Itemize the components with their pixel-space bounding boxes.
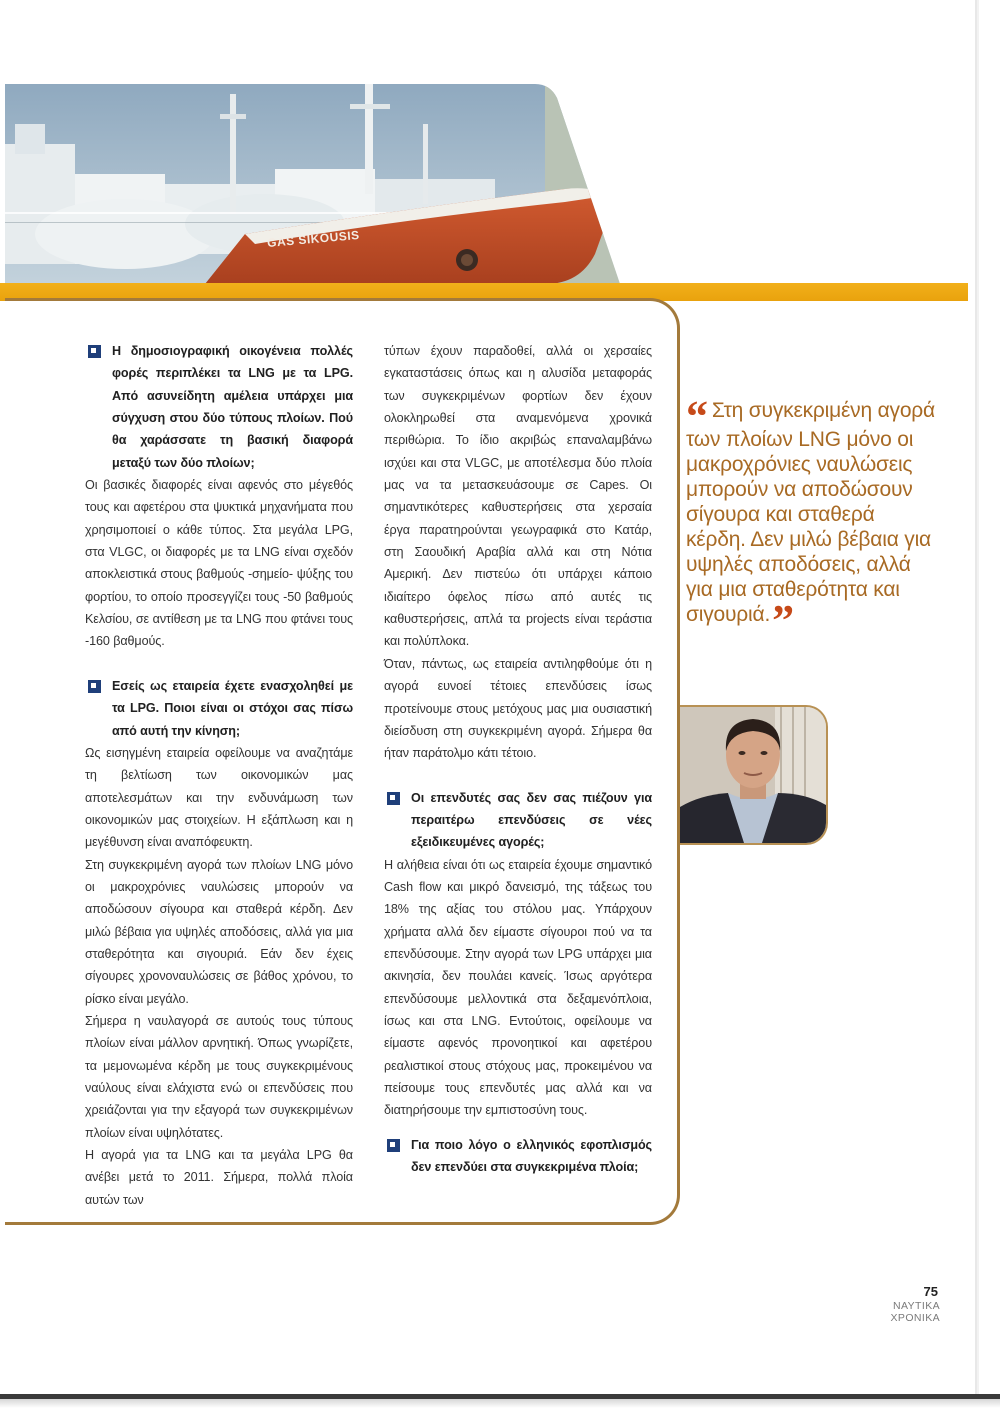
interviewee-portrait [680, 705, 828, 845]
answer-2-paragraph-4-continued: τύπων έχουν παραδοθεί, αλλά οι χερσαίες εγκαταστάσεις όπως και η αλυσίδα μεταφοράς των συγκεκριμένων φορτίων δεν έχουν ολοκληρωθεί στα αναμενόμενα χρονικά περιθώρια. Το ίδιο ακριβώς επαναλαμβάνω ισχύει και στα VLGC, με αποτέλεσμα δύο πλοία μας να τα μετασκευάσουμε σε Capes. Οι σημαντικότερες καθυστερήσεις στα χερσαία έργα παρατηρούνται γεωγραφικά στο Κατάρ, στη Σαουδική Αραβία αλλά και στη Νότια Αμερική. Δεν πιστεύω ότι υπάρχει κάποιο ιδιαίτερο όφελος πίσω από αυτές τις καθυστερήσεις, απλά τα projects είναι τεράστια και πολύπλοκα. [384, 344, 652, 649]
spacer [384, 1122, 652, 1134]
square-bullet-icon [387, 792, 400, 805]
ship-photo [5, 84, 620, 284]
question-3-text: Οι επενδυτές σας δεν σας πιέζουν για περαιτέρω επενδύσεις σε νέες εξειδικευμένες αγορές; [411, 790, 652, 850]
answer-1: Οι βασικές διαφορές είναι αφενός στο μέγεθός τους και αφετέρου στα ψυκτικά μηχανήματα που χρησιμοποιεί ο κάθε τύπος. Στα μεγάλα LPG, στα VLGC, οι διαφορές με τα LNG είναι σχεδόν αποκλειστικά στους βαθμούς -σημείο- ψύξης του φορτίου, το οποίο προσεγγίζει τους -50 βαθμούς Κελσίου, σε αντίθεση με τα LNG που φτάνει τους -160 βαθμούς. [85, 478, 353, 649]
answer-2-paragraph-2: Στη συγκεκριμένη αγορά των πλοίων LNG μόνο οι μακροχρόνιες ναυλώσεις μπορούν να αποδώσουν σίγουρα και σταθερά κέρδη. Δεν μιλώ βέβαια για υψηλές αποδόσεις, αλλά για μια σταθερότητα και σιγουριά. Εάν δεν έχεις σίγουρες χρονοναυλώσεις σε βάθος χρόνου, το ρίσκο είναι μεγάλο. [85, 857, 353, 1006]
square-bullet-icon [88, 345, 101, 358]
answer-2-paragraph-5: Όταν, πάντως, ως εταιρεία αντιληφθούμε ότι η αγορά ευνοεί τέτοιες επενδύσεις ίσως προτείνουμε στους μετόχους μας μια ουσιαστική διείσδυση στη συγκεκριμένη αγορά. Σήμερα θα ήταν παράτολμο κάτι τέτοιο. [384, 656, 652, 761]
pull-quote-text: Στη συγκεκριμένη αγορά των πλοίων LNG μόνο οι μακροχρόνιες ναυλώσεις μπορούν να αποδώσουν σίγουρα και σταθερά κέρδη. Δεν μιλώ βέβαια για υψηλές αποδόσεις, αλλά για μια σταθερότητα και σιγουριά. [686, 399, 935, 626]
answer-2-paragraph-4: Η αγορά για τα LNG και τα μεγάλα LPG θα ανέβει μετά το 2011. Σήμερα, πολλά πλοία αυτών των [85, 1148, 353, 1207]
question-4-text: Για ποιο λόγο ο ελληνικός εφοπλισμός δεν επενδύει στα συγκεκριμένα πλοία; [411, 1137, 652, 1175]
pull-quote [686, 392, 936, 645]
ship-illustration [5, 84, 620, 284]
question-1 [85, 340, 353, 474]
right-column [384, 340, 652, 1178]
close-quote-mark: ” [772, 596, 794, 645]
question-2-text: Εσείς ως εταιρεία έχετε ενασχοληθεί με τα LPG. Ποιοι είναι οι στόχοι σας πίσω από αυτή την κίνηση; [112, 678, 353, 738]
ship-name: GAS SIKOUSIS [266, 227, 361, 251]
question-2 [85, 675, 353, 742]
magazine-name-line-2: ΧΡΟΝΙΚΑ [890, 1312, 940, 1324]
answer-2-paragraph-3: Σήμερα η ναυλαγορά σε αυτούς τους τύπους πλοίων είναι μάλλον αρνητική. Όπως γνωρίζετε, τα μεμονωμένα κέρδη με τους συγκεκριμένους ναύλους είναι ελάχιστα ενώ οι επενδύσεις που χρειάζονται για την εξαγορά των συγκεκριμένων πλοίων είναι υψηλότατες. [85, 1013, 353, 1140]
square-bullet-icon [88, 680, 101, 693]
spacer [85, 653, 353, 675]
portrait-illustration [680, 707, 826, 843]
left-column [85, 340, 353, 1211]
question-4 [384, 1134, 652, 1179]
magazine-name-line-1: ΝΑΥΤΙΚΑ [893, 1300, 940, 1312]
square-bullet-icon [387, 1139, 400, 1152]
open-quote-mark: “ [686, 392, 708, 441]
question-1-text: Η δημοσιογραφική οικογένεια πολλές φορές περιπλέκει τα LNG με τα LPG. Από ασυνείδητη αμέλεια υπάρχει μια σύγχυση στου δύο τύπους πλοίων. Πού θα χαράσσατε τη βασική διαφορά μεταξύ των δύο πλοίων; [112, 344, 353, 470]
scan-edge [0, 1394, 1000, 1414]
page-number: 75 [923, 1284, 938, 1299]
question-3 [384, 787, 652, 854]
answer-2-paragraph-1: Ως εισηγμένη εταιρεία οφείλουμε να αναζητάμε τη βελτίωση των οικονομικών μας αποτελεσμάτων και την ενδυνάμωση των οικονομικών μας στοιχείων. Η εξάπλωση και η μεγέθυνση είναι αναπόφευκτη. [85, 745, 353, 850]
spacer [384, 765, 652, 787]
answer-3: Η αλήθεια είναι ότι ως εταιρεία έχουμε σημαντικό Cash flow και μικρό δανεισμό, της τάξεως του 18% της αξίας του στόλου μας. Υπάρχουν χρήματα αλλά δεν είμαστε σίγουροι πού να τα επενδύσουμε. Στην αγορά των LPG υπάρχει μια ακινησία, δεν πουλάει κανείς. Ίσως αργότερα επενδύσουμε μελλοντικά στα δεξαμενόπλοια, ίσως και στα LNG. Εντούτοις, οφείλουμε να είμαστε αφενός προνοητικοί και αφετέρου ρεαλιστικοί στους στόχους μας, προκειμένου να πείσουμε τους επενδυτές μας αλλά και να διατηρήσουμε την εμπιστοσύνη τους. [384, 857, 652, 1118]
magazine-name [868, 1300, 940, 1324]
